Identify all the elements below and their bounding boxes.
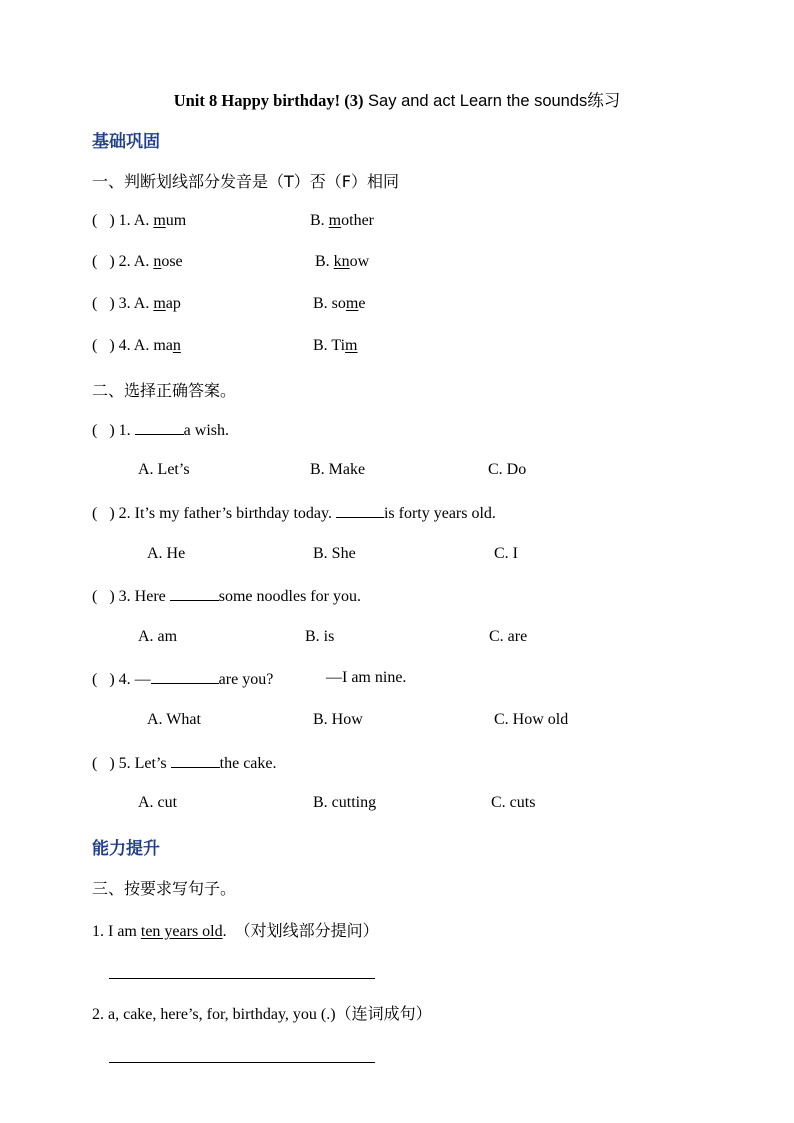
- q1-option-c: C. Do: [488, 461, 527, 478]
- part2-heading: 二、选择正确答案。: [92, 381, 237, 400]
- answer-line-2[interactable]: [109, 1062, 375, 1063]
- answer-line-1[interactable]: [109, 978, 375, 979]
- q4-reply: —I am nine.: [326, 669, 407, 686]
- part1-item-4: ( ) 4. A. man: [92, 337, 181, 354]
- q4-option-c: C. How old: [494, 711, 569, 728]
- part3-heading: 三、按要求写句子。: [92, 879, 237, 898]
- q4-option-a: A. What: [147, 711, 201, 728]
- q3-option-b: B. is: [305, 628, 335, 645]
- q3-option-a: A. am: [138, 628, 178, 645]
- q1-option-b: B. Make: [310, 461, 366, 478]
- part2-question-1: ( ) 1. a wish.: [92, 422, 229, 439]
- section-basic: 基础巩固: [92, 132, 160, 152]
- q2-option-a: A. He: [147, 545, 186, 562]
- part2-question-3: ( ) 3. Here some noodles for you.: [92, 588, 361, 605]
- part1-item-3: ( ) 3. A. map: [92, 295, 181, 312]
- q2-option-c: C. I: [494, 545, 518, 562]
- q5-option-b: B. cutting: [313, 794, 377, 811]
- section-advanced: 能力提升: [92, 839, 160, 859]
- q1-option-a: A. Let’s: [138, 461, 190, 478]
- part2-question-2: ( ) 2. It’s my father’s birthday today. is forty years old.: [92, 505, 496, 522]
- part2-question-5: ( ) 5. Let’s the cake.: [92, 755, 277, 772]
- worksheet-title: [0, 87, 794, 111]
- q2-option-b: B. She: [313, 545, 356, 562]
- answer-blank: [135, 420, 184, 435]
- q5-option-c: C. cuts: [491, 794, 536, 811]
- part1-heading: 一、判断划线部分发音是（T）否（F）相同: [92, 172, 399, 191]
- answer-blank: [171, 753, 220, 768]
- part3-sentence-2: 2. a, cake, here’s, for, birthday, you (.)（连词成句）: [92, 1004, 432, 1023]
- part1-item-4-b: B. Tim: [313, 337, 358, 354]
- part2-question-4: ( ) 4. — are you?: [92, 671, 274, 688]
- title-bold: Unit 8 Happy birthday! (3): [173, 91, 364, 110]
- part3-sentence-1: 1. I am ten years old. （对划线部分提问）: [92, 921, 379, 940]
- title-rest: Say and act Learn the sounds练习: [363, 92, 621, 110]
- part1-item-3-b: B. some: [313, 295, 366, 312]
- answer-blank: [170, 586, 219, 601]
- part1-item-2-b: B. know: [315, 253, 370, 270]
- part1-item-1: ( ) 1. A. mum: [92, 212, 187, 229]
- q3-option-c: C. are: [489, 628, 528, 645]
- answer-blank: [151, 669, 219, 684]
- q5-option-a: A. cut: [138, 794, 178, 811]
- part1-item-1-b: B. mother: [310, 212, 374, 229]
- q4-option-b: B. How: [313, 711, 363, 728]
- part1-item-2: ( ) 2. A. nose: [92, 253, 183, 270]
- answer-blank: [336, 503, 384, 518]
